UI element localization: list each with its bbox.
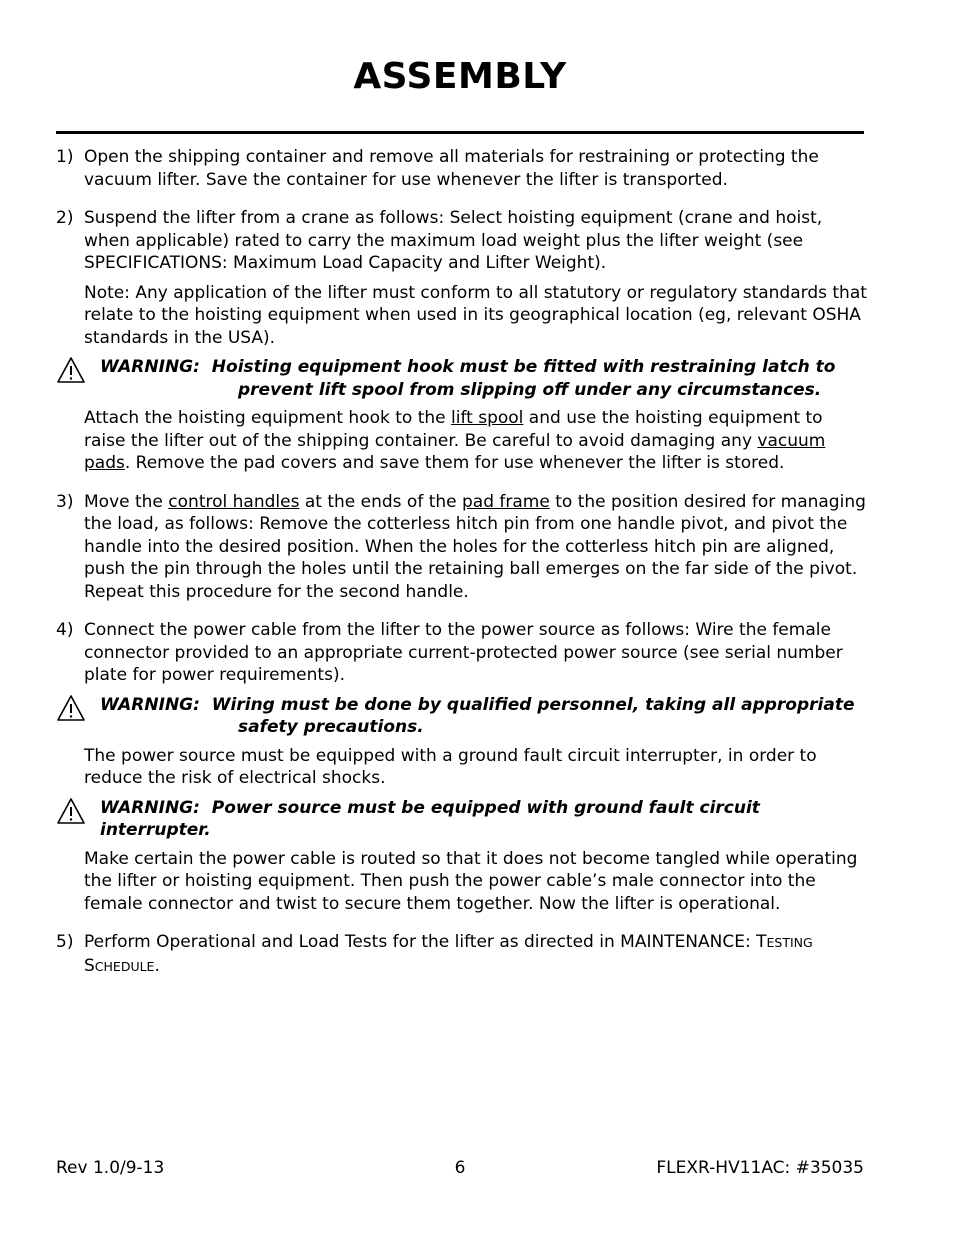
model-number: FLEXR-HV11AC: #35035 [656, 1158, 864, 1178]
step-text: Connect the power cable from the lifter to the power source as follows: Wire the female connector provided to an appropriate current-protected power source (see serial number plate for power requirements). [84, 620, 843, 685]
text-run: Move the [84, 491, 169, 512]
vacuum-pads-link: vacuum pads [84, 430, 826, 473]
warning-text-continued: safety precautions. [238, 717, 424, 737]
step-text: Suspend the lifter from a crane as follows: Select hoisting equipment (crane and hoist, when applicable) rated to carry the maximum load weight plus the lifter weight (see SPECIFICATIONS: Maximum Load Capacity and Lifter Weight). [84, 208, 823, 273]
step-note: Note: Any application of the lifter must conform to all statutory or regulatory standards that relate to the hoisting equipment when used in its geographical location (eg, relevant OSHA standards in the USA). [84, 282, 867, 348]
small-caps-run: CHEDULE [94, 958, 155, 974]
warning-triangle-icon [56, 356, 86, 384]
pad-frame-link: pad frame [462, 491, 550, 512]
page-title: ASSEMBLY [353, 56, 567, 97]
step-number: 3) [56, 491, 74, 512]
warning-text: Power source must be equipped with ground fault circuit interrupter. [100, 797, 760, 840]
step-text: Open the shipping container and remove all materials for restraining or protecting the vacuum lifter. Save the container for use whenever the lifter is transported. [84, 147, 819, 190]
warning-callout [56, 797, 868, 842]
warning-callout [56, 694, 868, 739]
step-number: 4) [56, 620, 74, 640]
page-number: 6 [454, 1158, 466, 1178]
warning-label: WARNING: [100, 694, 200, 715]
text-run: at the ends of the [299, 491, 463, 512]
small-caps-initial: S [84, 955, 95, 976]
warning-text: Hoisting equipment hook must be fitted with restraining latch to [211, 357, 836, 377]
small-caps-run: ESTING [766, 935, 813, 950]
text-run: . Remove the pad covers and save them for use whenever the lifter is stored. [124, 453, 785, 473]
step-text [84, 491, 868, 604]
step-3 [56, 491, 868, 604]
assembly-steps [56, 146, 868, 994]
step-text: Make certain the power cable is routed so that it does not become tangled while operating the lifter or hoisting equipment. Then push the power cable’s male connector into the female connector and twist to secure them together. Now the lifter is operational. [84, 848, 858, 914]
revision-label: Rev 1.0/9-13 [56, 1158, 165, 1178]
small-caps-initial: T [756, 932, 767, 952]
control-handles-link: control handles [168, 491, 300, 512]
step-text [84, 931, 868, 978]
step-2 [56, 207, 868, 475]
step-number: 1) [56, 147, 74, 167]
step-5 [56, 931, 868, 978]
step-number: 2) [56, 208, 74, 228]
warning-triangle-icon [56, 694, 86, 722]
warning-label: WARNING: [100, 797, 200, 818]
warning-text: Wiring must be done by qualified personnel, taking all appropriate [211, 694, 855, 715]
step-text: The power source must be equipped with a ground fault circuit interrupter, in order to reduce the risk of electrical shocks. [84, 745, 817, 788]
lift-spool-link: lift spool [451, 408, 524, 428]
text-run: and use the hoisting equipment to raise the lifter out of the shipping container. Be careful to avoid damaging any [84, 408, 823, 451]
step-text [84, 407, 868, 475]
text-run: to the position desired for managing the load, as follows: Remove the cotterless hitch pin from one handle pivot, and pivot the handle into the desired position. When the holes for the cotterless hitch pin are aligned, push the pin through the holes until the retaining ball emerges on the far side of the pivot. Repeat this procedure for the second handle. [84, 491, 866, 602]
warning-text-continued: prevent lift spool from slipping off under any circumstances. [238, 379, 822, 400]
warning-callout [56, 356, 868, 401]
title-divider [56, 131, 864, 134]
step-4 [56, 619, 868, 915]
text-run: Attach the hoisting equipment hook to the [84, 408, 452, 428]
step-number: 5) [56, 932, 74, 952]
warning-label: WARNING: [100, 357, 200, 377]
warning-triangle-icon [56, 797, 86, 825]
step-1 [56, 146, 868, 191]
text-run: Perform Operational and Load Tests for the lifter as directed in MAINTENANCE: [84, 932, 757, 952]
text-run: . [154, 955, 160, 976]
